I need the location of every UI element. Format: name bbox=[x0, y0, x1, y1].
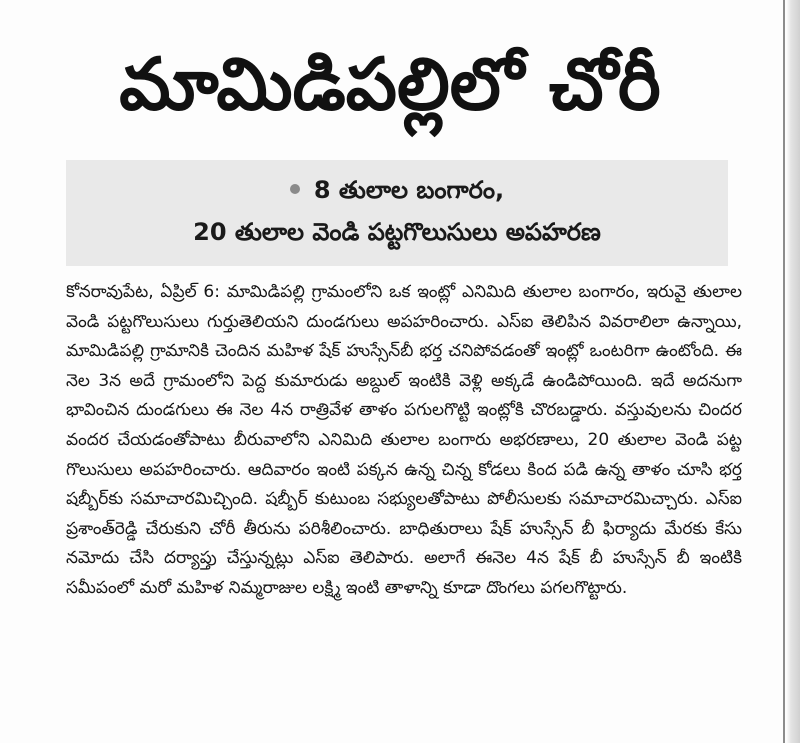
bullet-icon bbox=[290, 184, 300, 194]
subheadline-line-2: 20 తులాల వెండి పట్టగొలుసులు అపహరణ bbox=[193, 218, 601, 246]
headline: మామిడిపల్లిలో చోరీ bbox=[119, 42, 661, 127]
subheadline-box bbox=[66, 160, 728, 266]
subheadline-line-1 bbox=[66, 174, 728, 206]
article-paragraph: కోనరావుపేట, ఏప్రిల్ 6: మామిడిపల్లి గ్రామంలోని ఒక ఇంట్లో ఎనిమిది తులాల బంగారం, ఇరువై తులాల వెండి పట్టగొలుసులు గుర్తుతెలియని దుండగులు అపహరించారు. ఎస్ఐ తెలిపిన వివరాలిలా ఉన్నాయి, మామిడిపల్లి గ్రామానికి చెందిన మహిళ షేక్ హుస్సేన్‌బీ భర్త చనిపోవడంతో ఇంట్లో ఒంటరిగా ఉంటోంది. ఈ నెల 3న అదే గ్రామంలోని పెద్ద కుమారుడు అబ్దుల్ ఇంటికి వెళ్లి అక్కడే ఉండిపోయింది. ఇదే అదనుగా భావించిన దుండగులు ఈ నెల 4న రాత్రివేళ తాళం పగులగొట్టి ఇంట్లోకి చొరబడ్డారు. వస్తువులను చిందర వందర చేయడంతోపాటు బీరువాలోని ఎనిమిది తులాల బంగారు అభరణాలు, 20 తులాల వెండి పట్ట గొలుసులు అపహరించారు. ఆదివారం ఇంటి పక్కన ఉన్న చిన్న కోడలు కింద పడి ఉన్న తాళం చూసి భర్త షబ్బీర్‌కు సమాచారమిచ్చింది. షబ్బీర్ కుటుంబ సభ్యులతోపాటు పోలీసులకు సమాచారమిచ్చారు. ఎస్ఐ ప్రశాంత్‌రెడ్డి చేరుకుని చోరీ తీరును పరిశీలించారు. బాధితురాలు షేక్ హుస్సేన్ బీ ఫిర్యాదు మేరకు కేసు నమోదు చేసి దర్యాప్తు చేస్తున్నట్లు ఎస్ఐ తెలిపారు. అలాగే ఈనెల 4న షేక్ బీ హుస్సేన్ బీ ఇంటికి సమీపంలో మరో మహిళ నిమ్మరాజుల లక్ష్మి ఇంటి తాళాన్ని కూడా దొంగలు పగలగొట్టారు. bbox=[66, 282, 742, 598]
article-body bbox=[66, 278, 742, 604]
column-divider bbox=[783, 0, 785, 743]
subheadline-text-1: 8 తులాల బంగారం, bbox=[313, 176, 505, 204]
page-edge bbox=[786, 0, 800, 743]
